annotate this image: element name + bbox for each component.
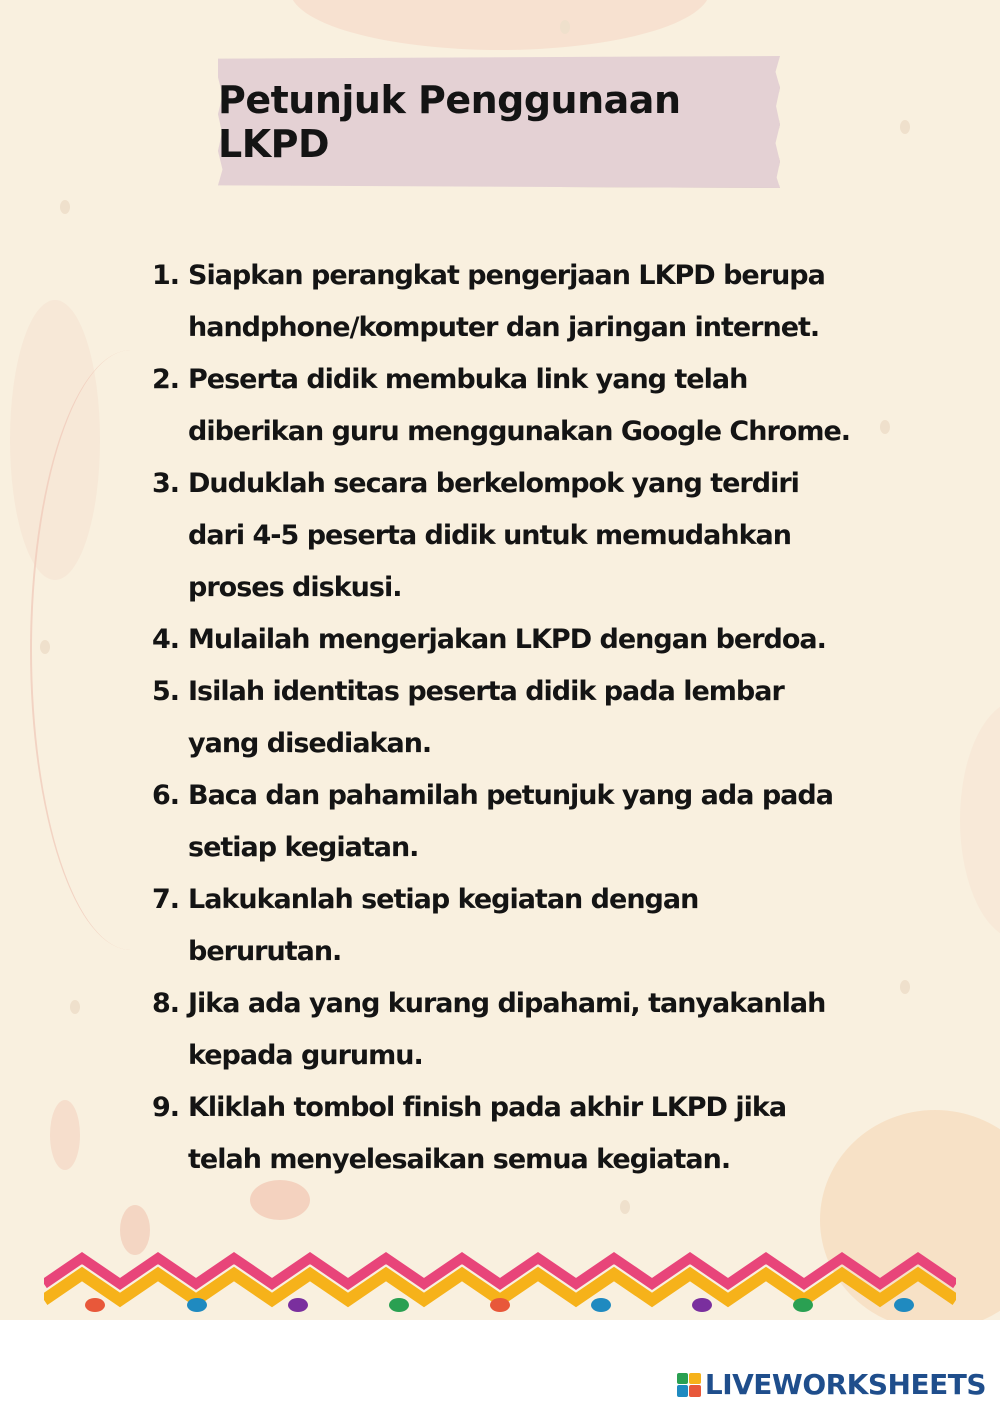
- instruction-number: 5.: [152, 676, 180, 707]
- instruction-item: [152, 978, 852, 1082]
- decorative-speckle: [900, 120, 910, 134]
- liveworksheets-brand[interactable]: [677, 1368, 986, 1401]
- decorative-blob: [290, 0, 710, 50]
- decorative-speckle: [620, 1200, 630, 1214]
- instruction-item: [152, 770, 852, 874]
- instruction-text: Duduklah secara berkelompok yang terdiri dari 4-5 peserta didik untuk memudahkan proses diskusi.: [188, 468, 799, 603]
- decorative-speckle: [560, 20, 570, 34]
- instruction-item: [152, 250, 852, 354]
- zigzag-border: [44, 1248, 956, 1318]
- instruction-text: Siapkan perangkat pengerjaan LKPD berupa handphone/komputer dan jaringan internet.: [188, 260, 825, 343]
- instruction-text: Peserta didik membuka link yang telah diberikan guru menggunakan Google Chrome.: [188, 364, 851, 447]
- decorative-dot: [389, 1298, 409, 1312]
- decorative-speckle: [40, 640, 50, 654]
- decorative-dot: [692, 1298, 712, 1312]
- instruction-item: [152, 614, 852, 666]
- instruction-text: Baca dan pahamilah petunjuk yang ada pada setiap kegiatan.: [188, 780, 833, 863]
- instruction-number: 4.: [152, 624, 180, 655]
- decorative-dot: [591, 1298, 611, 1312]
- instruction-number: 3.: [152, 468, 180, 499]
- instructions-list: [152, 250, 852, 1186]
- page-title: Petunjuk Penggunaan LKPD: [218, 78, 681, 166]
- instruction-number: 8.: [152, 988, 180, 1019]
- decorative-speckle: [60, 200, 70, 214]
- instruction-number: 2.: [152, 364, 180, 395]
- instruction-item: [152, 874, 852, 978]
- brand-name: LIVEWORKSHEETS: [704, 1368, 986, 1401]
- instruction-item: [152, 666, 852, 770]
- instruction-number: 6.: [152, 780, 180, 811]
- decorative-blob: [250, 1180, 310, 1220]
- decorative-dot: [187, 1298, 207, 1312]
- instruction-text: Kliklah tombol finish pada akhir LKPD jika telah menyelesaikan semua kegiatan.: [188, 1092, 787, 1175]
- decorative-blob: [50, 1100, 80, 1170]
- instruction-number: 1.: [152, 260, 180, 291]
- decorative-dot: [490, 1298, 510, 1312]
- instruction-item: [152, 458, 852, 614]
- decorative-blob: [960, 700, 1000, 940]
- instruction-number: 7.: [152, 884, 180, 915]
- instruction-text: Lakukanlah setiap kegiatan dengan berurutan.: [188, 884, 699, 967]
- zigzag-pink-band: [44, 1258, 956, 1284]
- decorative-speckle: [70, 1000, 80, 1014]
- decorative-speckle: [880, 420, 890, 434]
- decorative-dot: [85, 1298, 105, 1312]
- instruction-text: Isilah identitas peserta didik pada lembar yang disediakan.: [188, 676, 784, 759]
- decorative-speckle: [900, 980, 910, 994]
- instruction-text: Jika ada yang kurang dipahami, tanyakanlah kepada gurumu.: [188, 988, 826, 1071]
- decorative-dot: [793, 1298, 813, 1312]
- decorative-dot: [288, 1298, 308, 1312]
- instruction-number: 9.: [152, 1092, 180, 1123]
- instruction-item: [152, 354, 852, 458]
- instruction-item: [152, 1082, 852, 1186]
- liveworksheets-logo-icon: [677, 1373, 701, 1397]
- instruction-text: Mulailah mengerjakan LKPD dengan berdoa.: [188, 624, 826, 655]
- decorative-dot: [894, 1298, 914, 1312]
